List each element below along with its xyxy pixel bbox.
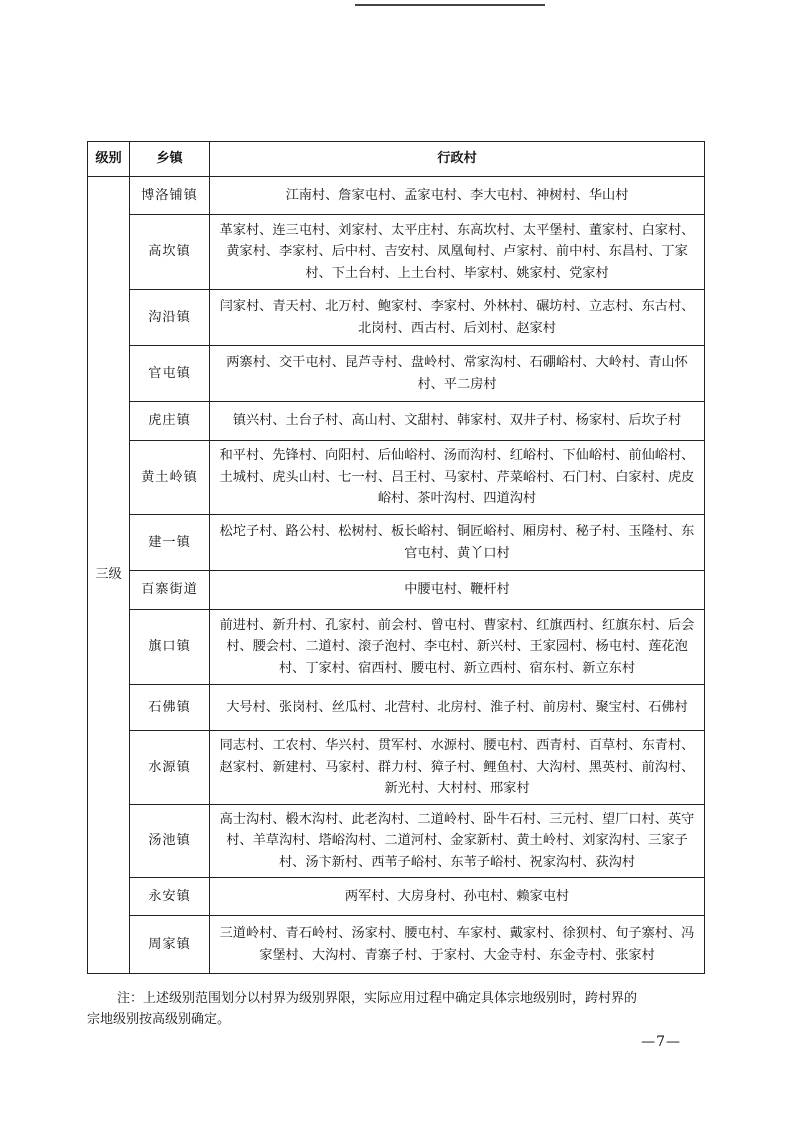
table-row <box>88 515 705 571</box>
town-name: 周家镇 <box>130 916 210 974</box>
village-list: 江南村、詹家屯村、孟家屯村、李大屯村、神树村、华山村 <box>210 177 705 215</box>
table-note <box>87 988 707 1030</box>
table-row <box>88 215 705 290</box>
table-row <box>88 402 705 441</box>
header-level: 级别 <box>88 142 130 177</box>
town-name: 沟沿镇 <box>130 290 210 346</box>
village-list: 松坨子村、路公村、松树村、板长峪村、铜匠峪村、厢房村、秘子村、玉隆村、东官屯村、黄丫口村 <box>210 515 705 571</box>
header-village: 行政村 <box>210 142 705 177</box>
note-line-1: 注：上述级别范围划分以村界为级别界限，实际应用过程中确定具体宗地级别时，跨村界的 <box>117 991 638 1006</box>
village-list: 中腰屯村、鞭杆村 <box>210 571 705 610</box>
town-name: 旗口镇 <box>130 610 210 685</box>
top-rule <box>355 4 545 6</box>
table-row <box>88 346 705 402</box>
village-list: 两寨村、交干屯村、昆芦寺村、盘岭村、常家沟村、石硼峪村、大岭村、青山怀村、平二房村 <box>210 346 705 402</box>
village-list: 革家村、连三屯村、刘家村、太平庄村、东高坎村、太平堡村、董家村、白家村、黄家村、李家村、后中村、吉安村、凤凰甸村、卢家村、前中村、东昌村、丁家村、下土台村、上土台村、毕家村、姚家村、党家村 <box>210 215 705 290</box>
town-name: 博洛铺镇 <box>130 177 210 215</box>
village-list: 和平村、先锋村、向阳村、后仙峪村、汤而沟村、红峪村、下仙峪村、前仙峪村、土城村、虎头山村、七一村、吕王村、马家村、芹菜峪村、石门村、白家村、虎皮峪村、茶叶沟村、四道沟村 <box>210 441 705 515</box>
village-list: 高士沟村、椴木沟村、此老沟村、二道岭村、卧牛石村、三元村、望厂口村、英守村、羊草沟村、塔峪沟村、二道河村、金家新村、黄土岭村、刘家沟村、三家子村、汤卞新村、西苇子峪村、东苇子峪村、祝家沟村、荻沟村 <box>210 805 705 878</box>
town-name: 石佛镇 <box>130 685 210 731</box>
table-row <box>88 290 705 346</box>
header-town: 乡镇 <box>130 142 210 177</box>
town-name: 建一镇 <box>130 515 210 571</box>
town-name: 官屯镇 <box>130 346 210 402</box>
town-name: 百寨街道 <box>130 571 210 610</box>
table-row <box>88 916 705 974</box>
table-row <box>88 610 705 685</box>
note-line-2: 宗地级别按高级别确定。 <box>87 1012 231 1027</box>
village-list: 镇兴村、土台子村、高山村、文甜村、韩家村、双井子村、杨家村、后坎子村 <box>210 402 705 441</box>
level-cell: 三级 <box>88 177 130 974</box>
town-name: 虎庄镇 <box>130 402 210 441</box>
table-row <box>88 731 705 805</box>
page-number: —7— <box>641 1034 681 1050</box>
village-list: 两军村、大房身村、孙屯村、赖家屯村 <box>210 878 705 916</box>
town-name: 水源镇 <box>130 731 210 805</box>
table-row <box>88 878 705 916</box>
town-name: 高坎镇 <box>130 215 210 290</box>
town-name: 永安镇 <box>130 878 210 916</box>
table-row <box>88 685 705 731</box>
table-row <box>88 441 705 515</box>
village-list: 同志村、工农村、华兴村、贯军村、水源村、腰屯村、西青村、百草村、东青村、赵家村、新建村、马家村、群力村、獐子村、鲤鱼村、大沟村、黑英村、前沟村、新光村、大村村、邢家村 <box>210 731 705 805</box>
town-name: 黄土岭镇 <box>130 441 210 515</box>
table-row <box>88 805 705 878</box>
village-list: 前进村、新升村、孔家村、前会村、曾屯村、曹家村、红旗西村、红旗东村、后会村、腰会村、二道村、滚子泡村、李屯村、新兴村、王家园村、杨屯村、莲花泡村、丁家村、宿西村、腰屯村、新立西村、宿东村、新立东村 <box>210 610 705 685</box>
village-list: 三道岭村、青石岭村、汤家村、腰屯村、车家村、戴家村、徐狈村、旬子寨村、冯家堡村、大沟村、青寨子村、于家村、大金寺村、东金寺村、张家村 <box>210 916 705 974</box>
village-list: 闫家村、青天村、北万村、鲍家村、李家村、外林村、碾坊村、立志村、东古村、北岗村、西古村、后刘村、赵家村 <box>210 290 705 346</box>
land-grade-table <box>87 141 705 974</box>
table-row <box>88 571 705 610</box>
table-row <box>88 177 705 215</box>
village-list: 大号村、张岗村、丝瓜村、北营村、北房村、淮子村、前房村、聚宝村、石佛村 <box>210 685 705 731</box>
town-name: 汤池镇 <box>130 805 210 878</box>
table-header-row <box>88 142 705 177</box>
